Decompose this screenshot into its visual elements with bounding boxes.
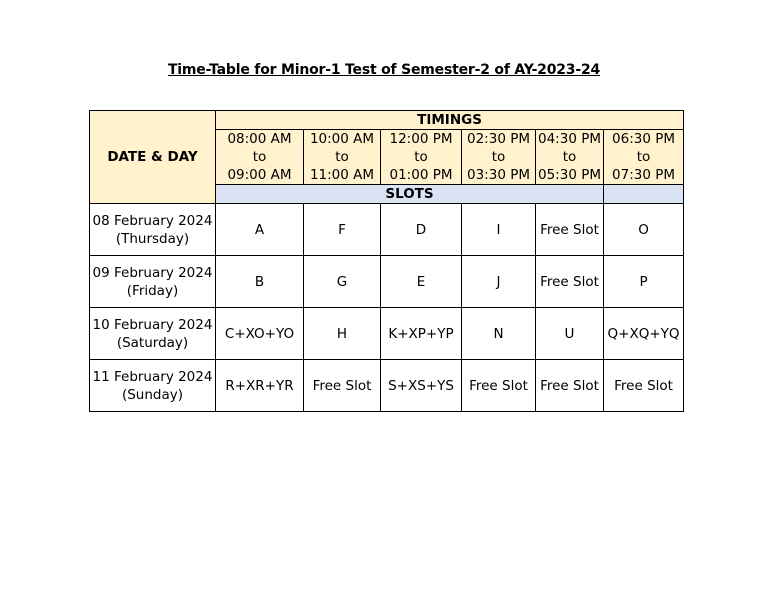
table-row (90, 204, 684, 256)
date-cell (90, 256, 216, 308)
date-text: 09 February 2024 (92, 264, 213, 281)
time-end: 03:30 PM (467, 167, 530, 183)
slot-cell: F (304, 204, 381, 256)
date-cell (90, 308, 216, 360)
slot-cell: Free Slot (536, 360, 604, 412)
slot-cell: Free Slot (536, 204, 604, 256)
time-to: to (636, 149, 651, 165)
slot-cell: C+XO+YO (216, 308, 304, 360)
slot-cell: U (536, 308, 604, 360)
slot-cell: D (381, 204, 462, 256)
time-start: 04:30 PM (538, 131, 601, 147)
time-range-cell (604, 130, 684, 185)
time-start: 12:00 PM (389, 131, 453, 147)
time-to: to (562, 149, 577, 165)
slots-header-blank (604, 185, 684, 204)
day-text: (Sunday) (121, 386, 184, 403)
date-text: 08 February 2024 (92, 212, 213, 229)
time-end: 01:00 PM (389, 167, 453, 183)
timings-header-row (90, 111, 684, 130)
time-start: 02:30 PM (467, 131, 530, 147)
slot-cell: B (216, 256, 304, 308)
date-cell (90, 204, 216, 256)
date-day-header: DATE & DAY (90, 111, 216, 204)
date-text: 10 February 2024 (92, 316, 213, 333)
table-row (90, 360, 684, 412)
time-to: to (491, 149, 506, 165)
slot-cell: A (216, 204, 304, 256)
day-text: (Thursday) (115, 230, 190, 247)
slot-cell: E (381, 256, 462, 308)
time-range-cell (462, 130, 536, 185)
slot-cell: Free Slot (536, 256, 604, 308)
slot-cell: S+XS+YS (381, 360, 462, 412)
time-end: 09:00 AM (227, 167, 292, 183)
table-row (90, 256, 684, 308)
time-to: to (414, 149, 428, 165)
slots-header: SLOTS (216, 185, 604, 204)
date-cell (90, 360, 216, 412)
time-start: 10:00 AM (309, 131, 375, 147)
time-range-cell (536, 130, 604, 185)
day-text: (Friday) (126, 282, 179, 299)
slot-cell: Free Slot (304, 360, 381, 412)
time-range-cell (304, 130, 381, 185)
page-title: Time-Table for Minor-1 Test of Semester-2 of AY-2023-24 (167, 62, 601, 78)
time-to: to (335, 149, 349, 165)
timetable (89, 110, 684, 412)
slot-cell: N (462, 308, 536, 360)
slot-cell: Free Slot (462, 360, 536, 412)
time-end: 07:30 PM (612, 167, 676, 183)
slot-cell: O (604, 204, 684, 256)
time-start: 08:00 AM (227, 131, 292, 147)
time-start: 06:30 PM (612, 131, 676, 147)
time-end: 05:30 PM (538, 167, 601, 183)
time-range-cell (216, 130, 304, 185)
slot-cell: R+XR+YR (216, 360, 304, 412)
day-text: (Saturday) (116, 334, 189, 351)
slot-cell: G (304, 256, 381, 308)
time-to: to (252, 149, 267, 165)
slot-cell: H (304, 308, 381, 360)
slot-cell: P (604, 256, 684, 308)
slot-cell: Q+XQ+YQ (604, 308, 684, 360)
table-row (90, 308, 684, 360)
slot-cell: K+XP+YP (381, 308, 462, 360)
slot-cell: Free Slot (604, 360, 684, 412)
date-text: 11 February 2024 (92, 368, 213, 385)
time-end: 11:00 AM (309, 167, 375, 183)
slot-cell: I (462, 204, 536, 256)
time-range-cell (381, 130, 462, 185)
slot-cell: J (462, 256, 536, 308)
timings-header: TIMINGS (216, 111, 684, 130)
